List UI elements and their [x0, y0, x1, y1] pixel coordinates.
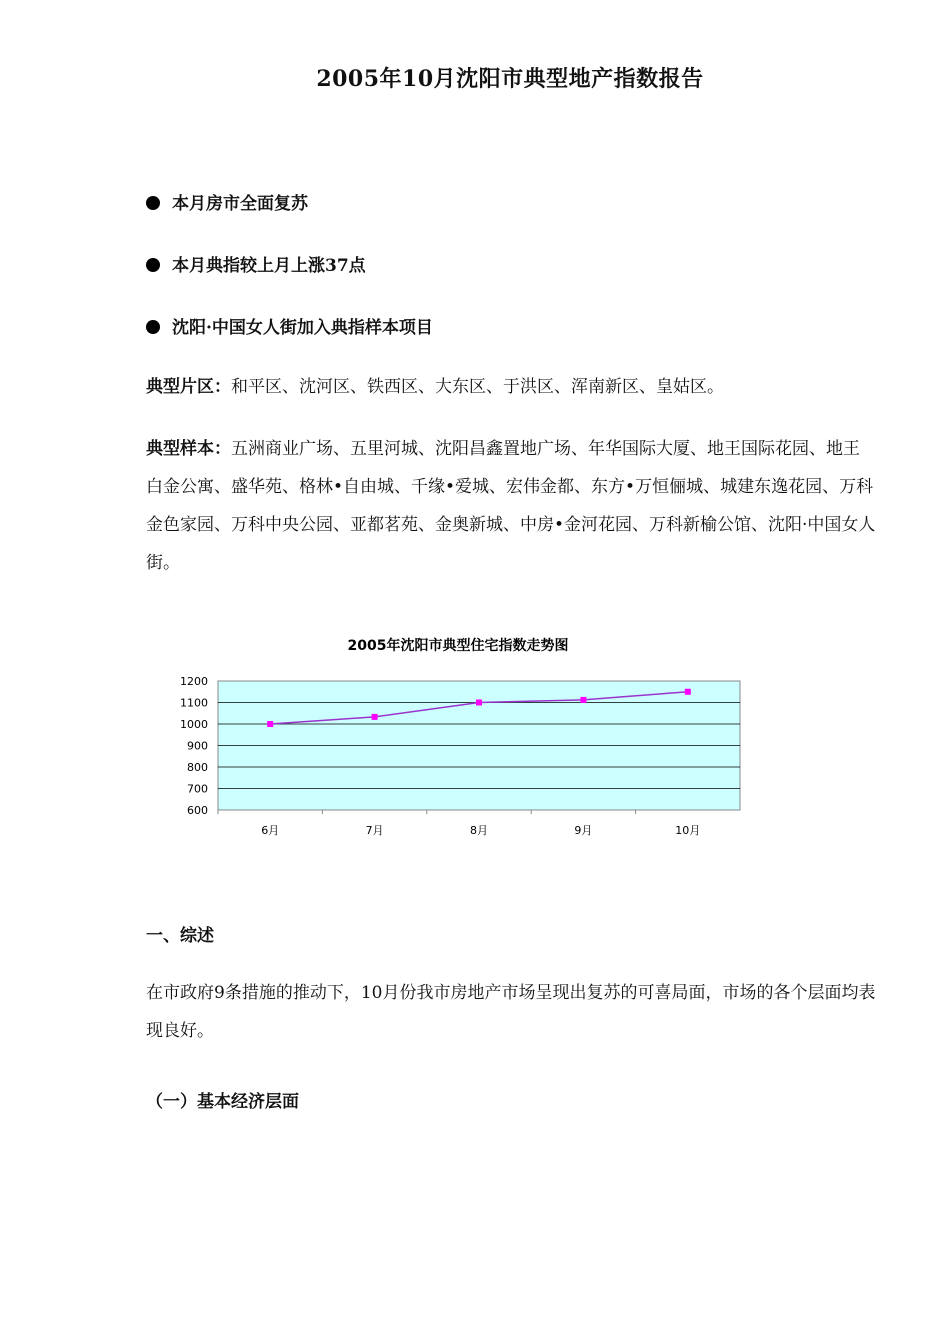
highlight-text: 沈阳·中国女人街加入典指样本项目: [172, 318, 433, 338]
chart-y-tick-label: 700: [187, 782, 208, 796]
bullet-dot-icon: [146, 320, 160, 334]
chart-data-point: [267, 721, 273, 727]
chart-x-tick-label: 7月: [365, 824, 384, 837]
samples-paragraph: [146, 430, 876, 582]
chart-data-point: [476, 700, 482, 706]
subsection1-heading: （一）基本经济层面: [146, 1092, 299, 1112]
districts-label: 典型片区：: [146, 377, 231, 397]
highlight-item: [146, 189, 308, 214]
chart-data-point: [372, 714, 378, 720]
highlight-item: [146, 313, 433, 338]
section1-paragraph: 在市政府9条措施的推动下，10月份我市房地产市场呈现出复苏的可喜局面，市场的各个层面均表现良好。: [146, 983, 876, 1041]
chart-y-tick-label: 1000: [180, 718, 208, 731]
highlight-text: 本月房市全面复苏: [172, 194, 308, 214]
samples-text: 五洲商业广场、五里河城、沈阳昌鑫置地广场、年华国际大厦、地王国际花园、地王白金公寓、盛华苑、格林•自由城、千缘•爱城、宏伟金都、东方•万恒俪城、城建东逸花园、万科金色家园、万科中央公园、亚都茗苑、金奥新城、中房•金河花园、万科新榆公馆、沈阳·中国女人街。: [146, 439, 876, 573]
chart-x-axis: [218, 810, 700, 837]
chart-x-tick-label: 8月: [470, 824, 488, 837]
index-trend-chart: [170, 630, 770, 860]
highlight-text: 本月典指较上月上涨37点: [172, 256, 366, 276]
chart-x-tick-label: 6月: [261, 824, 280, 837]
section1-heading: 一、综述: [146, 926, 214, 946]
chart-data-point: [685, 689, 691, 695]
chart-x-tick-label: 9月: [574, 824, 593, 837]
chart-y-tick-label: 600: [187, 804, 208, 817]
chart-y-tick-label: 1200: [180, 675, 208, 688]
districts-text: 和平区、沈河区、铁西区、大东区、于洪区、浑南新区、皇姑区。: [231, 377, 724, 397]
samples-label: 典型样本：: [146, 439, 231, 459]
chart-title: 2005年沈阳市典型住宅指数走势图: [347, 638, 569, 654]
chart-y-axis: [180, 675, 208, 817]
bullet-dot-icon: [146, 258, 160, 272]
districts-paragraph: [146, 368, 876, 406]
chart-y-tick-label: 900: [187, 739, 208, 753]
chart-data-point: [580, 697, 586, 703]
document-title: 2005年10月沈阳市典型地产指数报告: [316, 66, 704, 92]
chart-y-tick-label: 1100: [180, 696, 208, 710]
highlight-item: [146, 251, 366, 276]
chart-x-tick-label: 10月: [675, 824, 701, 837]
bullet-dot-icon: [146, 196, 160, 210]
chart-y-tick-label: 800: [187, 761, 208, 774]
